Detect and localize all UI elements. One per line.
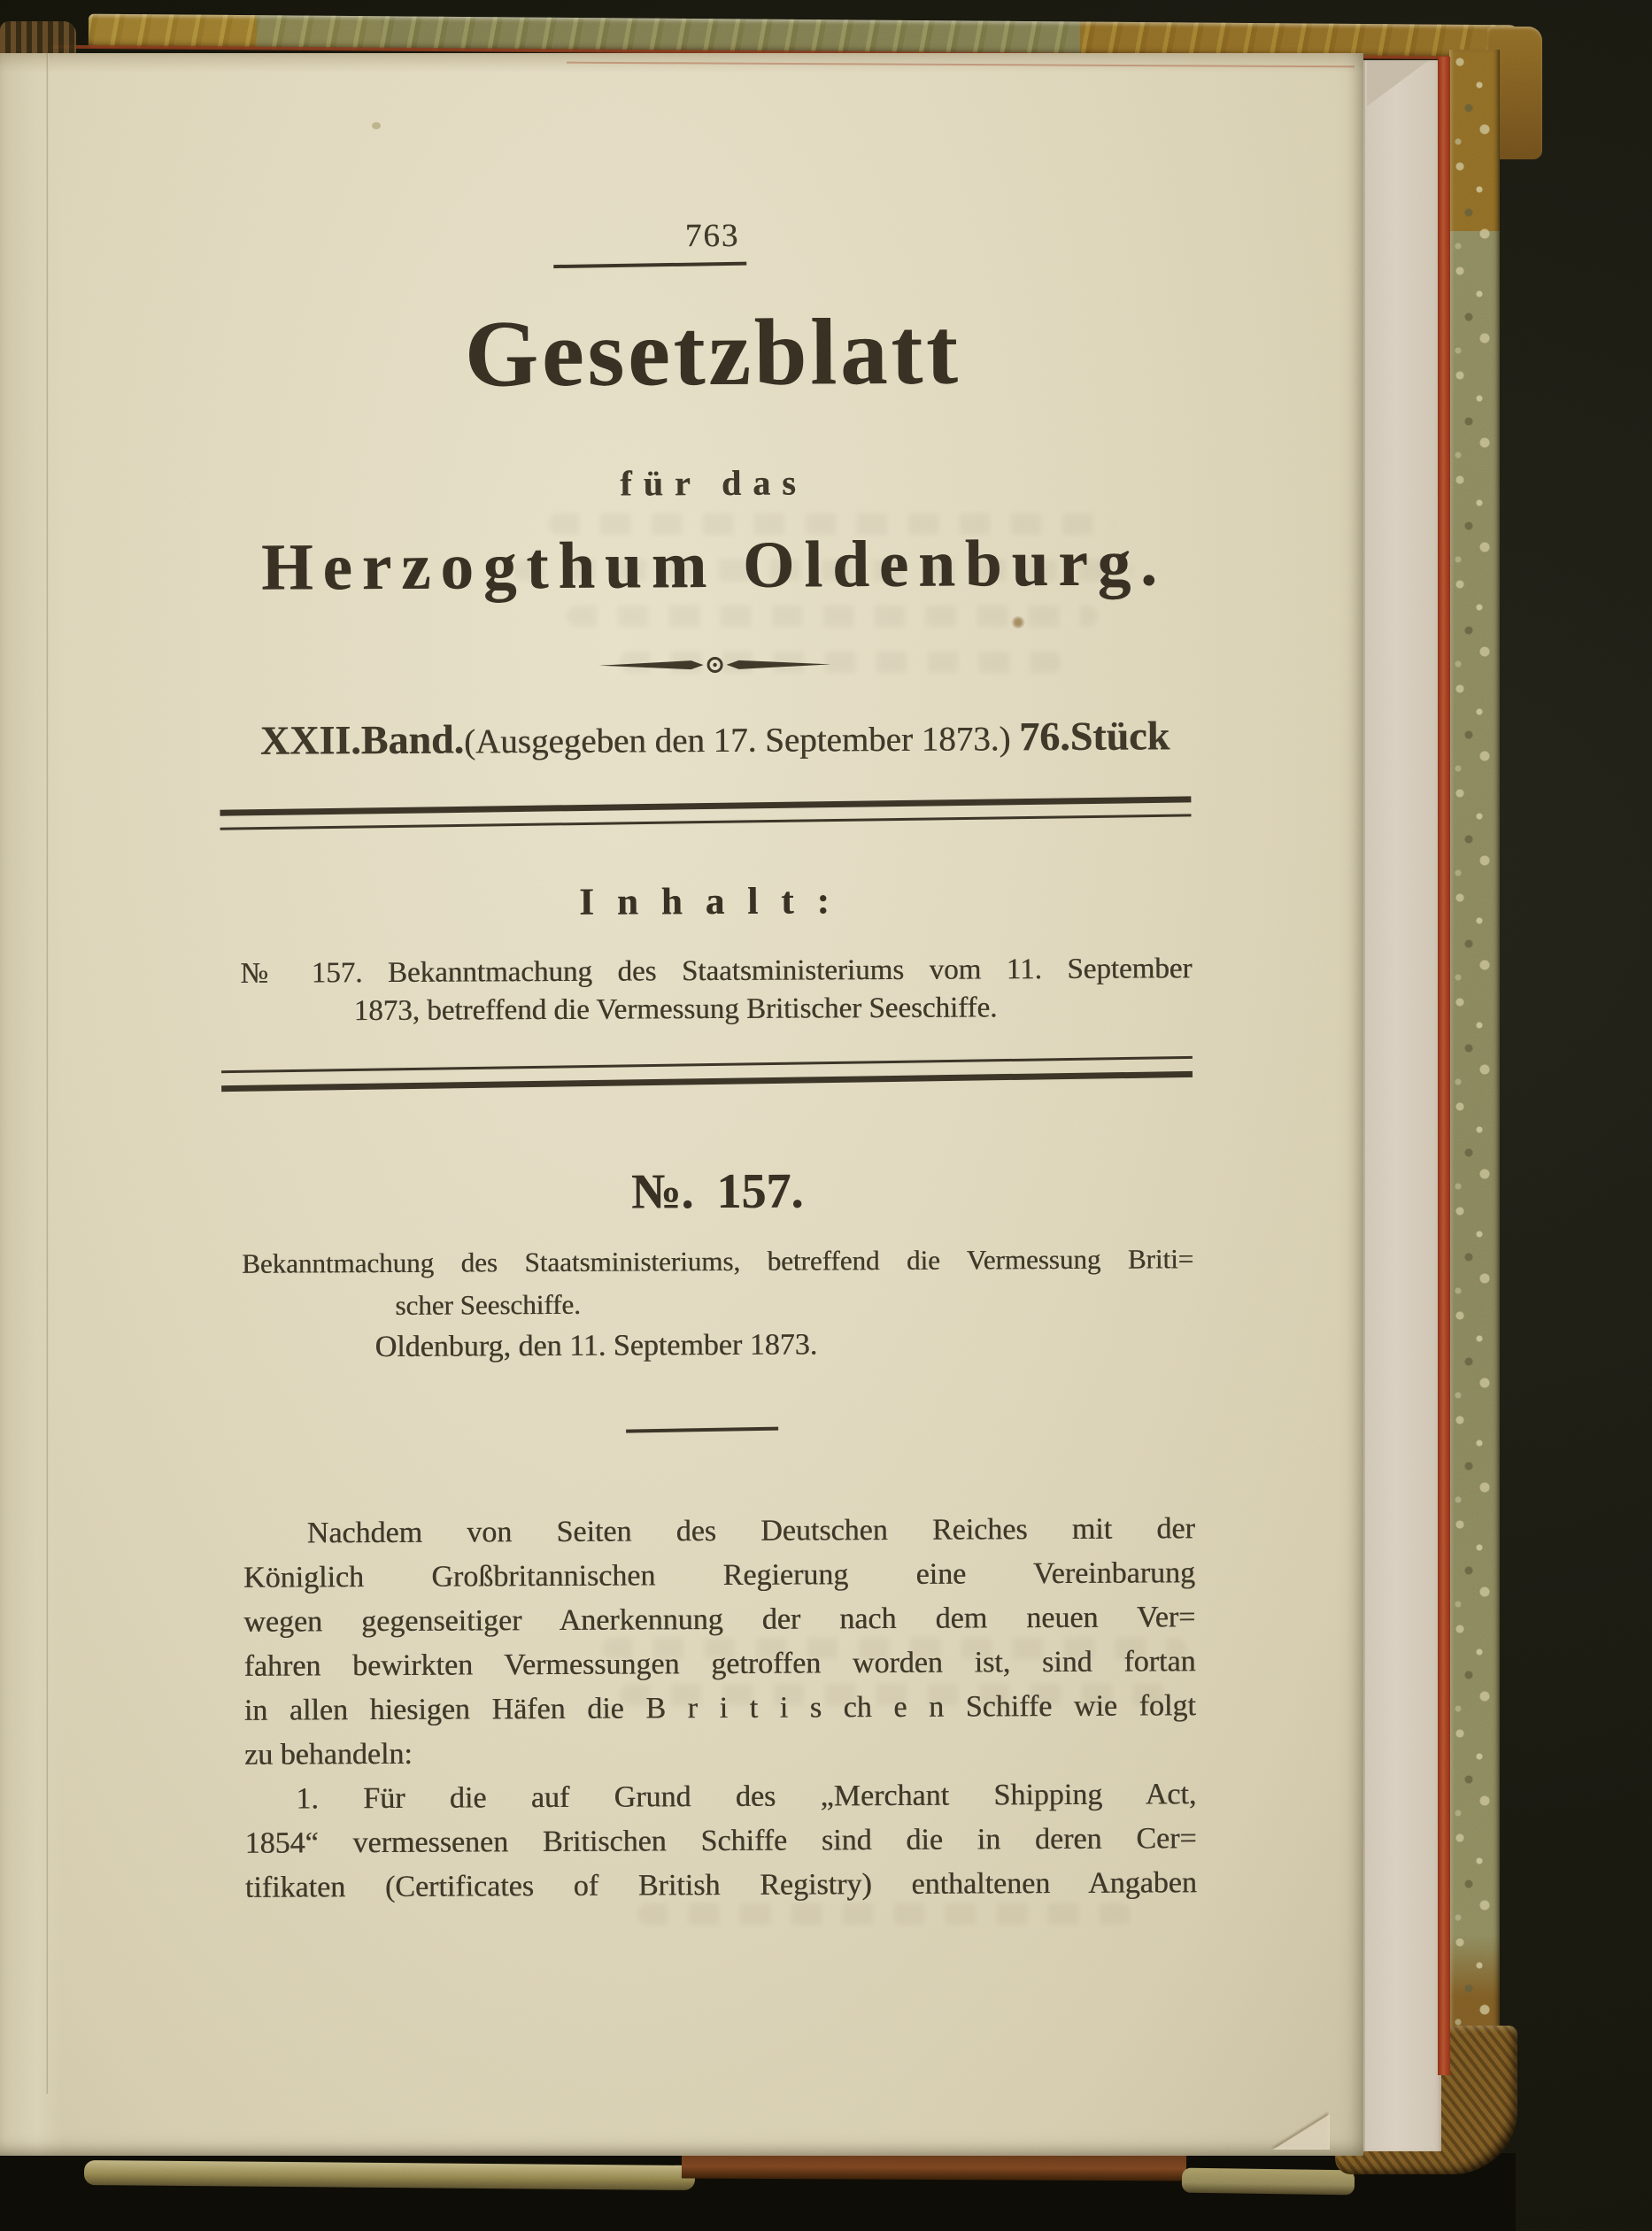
book-cover-right-marble-edge	[1449, 50, 1500, 2086]
contents-entry-line: 1873, betreffend die Vermessung Britischer Seeschiffe.	[353, 992, 998, 1028]
page-number-rule	[553, 262, 746, 268]
body-line: 1. Für die auf Grund des „Merchant Shipping Act,	[296, 1778, 1197, 1816]
article-dateline: Oldenburg, den 11. September 1873.	[374, 1328, 818, 1364]
marble-speckle-texture	[1449, 50, 1500, 2086]
article-number: №. 157.	[630, 1163, 804, 1220]
body-line: 1854“ vermessenen Britischen Schiffe sind die in deren Cer=	[244, 1822, 1197, 1860]
contents-heading: Inhalt:	[579, 880, 853, 923]
article-short-rule	[626, 1427, 778, 1433]
page-dog-ear-bottom-right	[1273, 2114, 1330, 2150]
body-line: wegen gegenseitiger Anerkennung der nach dem neuen Ver=	[243, 1601, 1196, 1639]
page-number: 763	[684, 217, 740, 255]
body-line: Königlich Großbritannischen Regierung eine Vereinbarung	[243, 1556, 1196, 1594]
body-line: tifikaten (Certificates of British Registry) enthaltenen Angaben	[244, 1866, 1197, 1904]
article-title-line: Bekanntmachung des Staatsministeriums, betreffend die Vermessung Briti=	[242, 1243, 1194, 1279]
issue-line	[239, 712, 1191, 764]
double-rule-top-thin	[220, 814, 1192, 830]
masthead-subtitle: für das	[620, 462, 807, 504]
issue-volume: XXII.Band.	[259, 716, 465, 763]
red-page-edge-stripe	[1438, 57, 1450, 2075]
article-title-line: scher Seeschiffe.	[395, 1288, 581, 1321]
contents-entry-line: № 157. Bekanntmachung des Staatsministeriums vom 11. September	[240, 953, 1193, 990]
double-rule-bottom-thick	[221, 1071, 1193, 1092]
body-line: in allen hiesigen Häfen die B r i t i s ch e n Schiffe wie folgt	[243, 1689, 1196, 1727]
issue-date: (Ausgegeben den 17. September 1873.)	[463, 720, 1011, 761]
body-line: Nachdem von Seiten des Deutschen Reiches mit der	[306, 1512, 1195, 1550]
article-body	[243, 1507, 1197, 1911]
double-rule-top-thick	[220, 796, 1191, 815]
body-line: zu behandeln:	[243, 1737, 413, 1772]
issue-number: 76.Stück	[1018, 713, 1170, 760]
bottom-cover-edge-sliver-right	[1182, 2168, 1355, 2196]
masthead-region: Herzogthum Oldenburg.	[260, 526, 1168, 605]
ornament-divider-icon	[598, 654, 833, 675]
masthead-title: Gesetzblatt	[464, 299, 962, 407]
paper-page	[0, 53, 1363, 2156]
underlying-page-edge	[1363, 60, 1441, 2151]
text-column	[235, 50, 1198, 2092]
double-rule-bottom-thin	[221, 1056, 1193, 1073]
body-line: fahren bewirkten Vermessungen getroffen worden ist, sind fortan	[243, 1645, 1196, 1683]
page-crease-line	[46, 53, 49, 2094]
underlying-page-dog-ear	[1367, 60, 1429, 106]
